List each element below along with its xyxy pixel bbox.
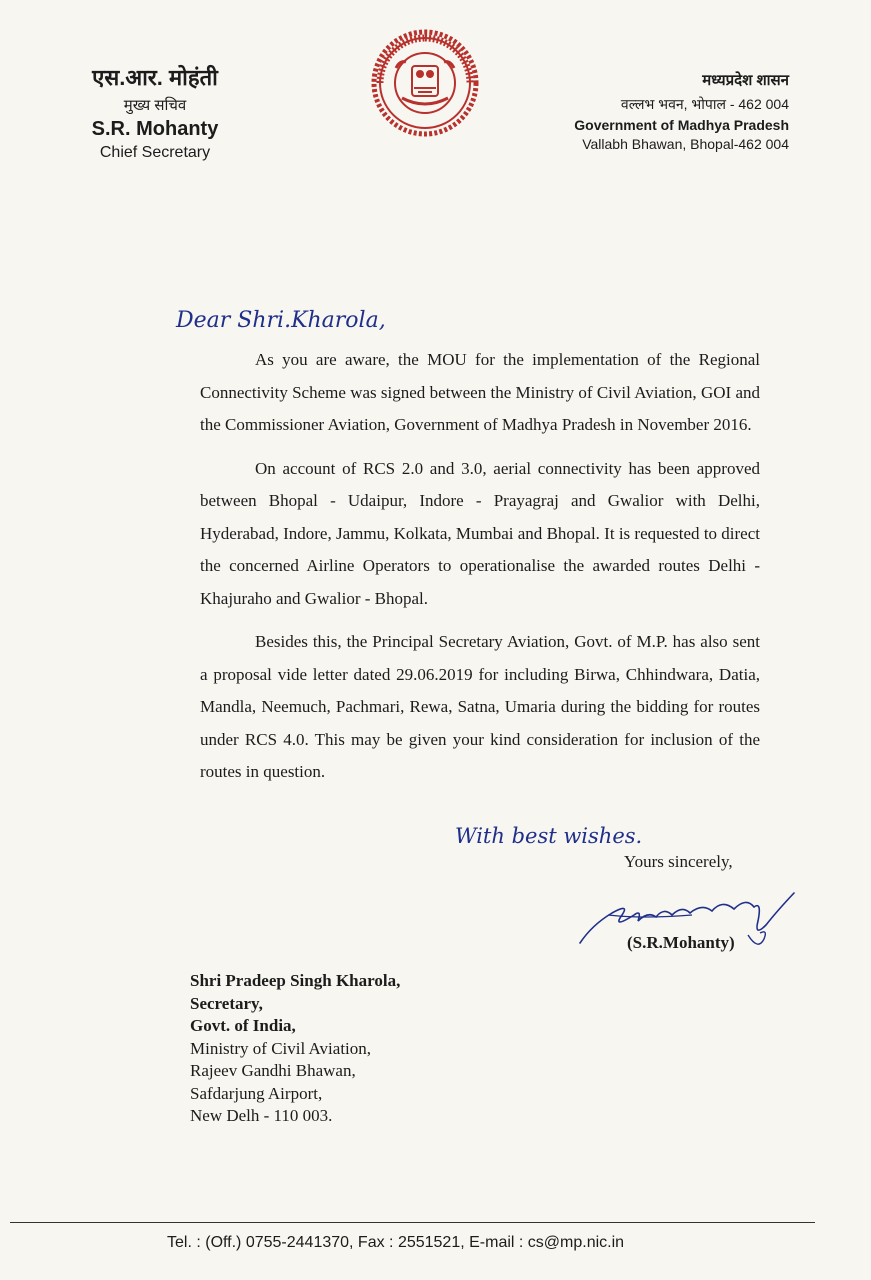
salutation: Dear Shri.Kharola, (176, 308, 386, 333)
addressee-line: Ministry of Civil Aviation, (190, 1038, 372, 1058)
closing: Yours sincerely, (624, 852, 733, 871)
madhya-pradesh-seal-icon (370, 28, 480, 138)
org-name-hindi: मध्यप्रदेश शासन (702, 72, 789, 89)
footer-contact: Tel. : (Off.) 0755-2441370, Fax : 2551521, E-mail : cs@mp.nic.in (167, 1234, 625, 1251)
signatory-name: (S.R.Mohanty) (627, 933, 735, 952)
letter-body (200, 344, 760, 800)
sender-name: S.R. Mohanty (91, 118, 219, 140)
handwritten-closing: With best wishes. (455, 824, 643, 848)
addressee-line: Safdarjung Airport, (190, 1083, 323, 1103)
sender-name-hindi: एस.आर. मोहंती (92, 65, 218, 90)
addressee-line: Rajeev Gandhi Bhawan, (190, 1061, 356, 1080)
body-paragraph: As you are aware, the MOU for the implementation of the Regional Connectivity Scheme was signed between the Ministry of Civil Aviation, GOI and the Commissioner Aviation, Government of Madhya Pradesh in November 2016. (200, 350, 760, 434)
addressee-line: Shri Pradeep Singh Kharola, (190, 971, 401, 990)
body-paragraph: On account of RCS 2.0 and 3.0, aerial connectivity has been approved between Bhopal - Udaipur, Indore - Prayagraj and Gwalior with Delhi, Hyderabad, Indore, Jammu, Kolkata, Mumbai and Bhopal. It is requested to direct the concerned Airline Operators to operationalise the awarded routes Delhi - Khajuraho and Gwalior - Bhopal. (200, 458, 760, 608)
addressee-line: Govt. of India, (190, 1016, 296, 1035)
sender-title-hindi: मुख्य सचिव (123, 97, 187, 114)
org-address: Vallabh Bhawan, Bhopal-462 004 (582, 136, 789, 152)
org-name: Government of Madhya Pradesh (574, 117, 789, 133)
footer-divider (10, 1222, 815, 1223)
addressee-line: New Delh - 110 003. (190, 1106, 333, 1125)
org-address-hindi: वल्लभ भवन, भोपाल - 462 004 (620, 96, 789, 112)
sender-title: Chief Secretary (99, 144, 211, 161)
sender-block (60, 62, 250, 162)
addressee-line: Secretary, (190, 993, 263, 1013)
addressee-block (190, 970, 400, 1128)
body-paragraph: Besides this, the Principal Secretary Aviation, Govt. of M.P. has also sent a proposal vide letter dated 29.06.2019 for including Birwa, Chhindwara, Datia, Mandla, Neemuch, Pachmari, Rewa, Satna, Umaria during the bidding for routes under RCS 4.0. This may be given your kind consideration for inclusion of the routes in question. (200, 632, 760, 781)
government-address-block (574, 70, 789, 152)
